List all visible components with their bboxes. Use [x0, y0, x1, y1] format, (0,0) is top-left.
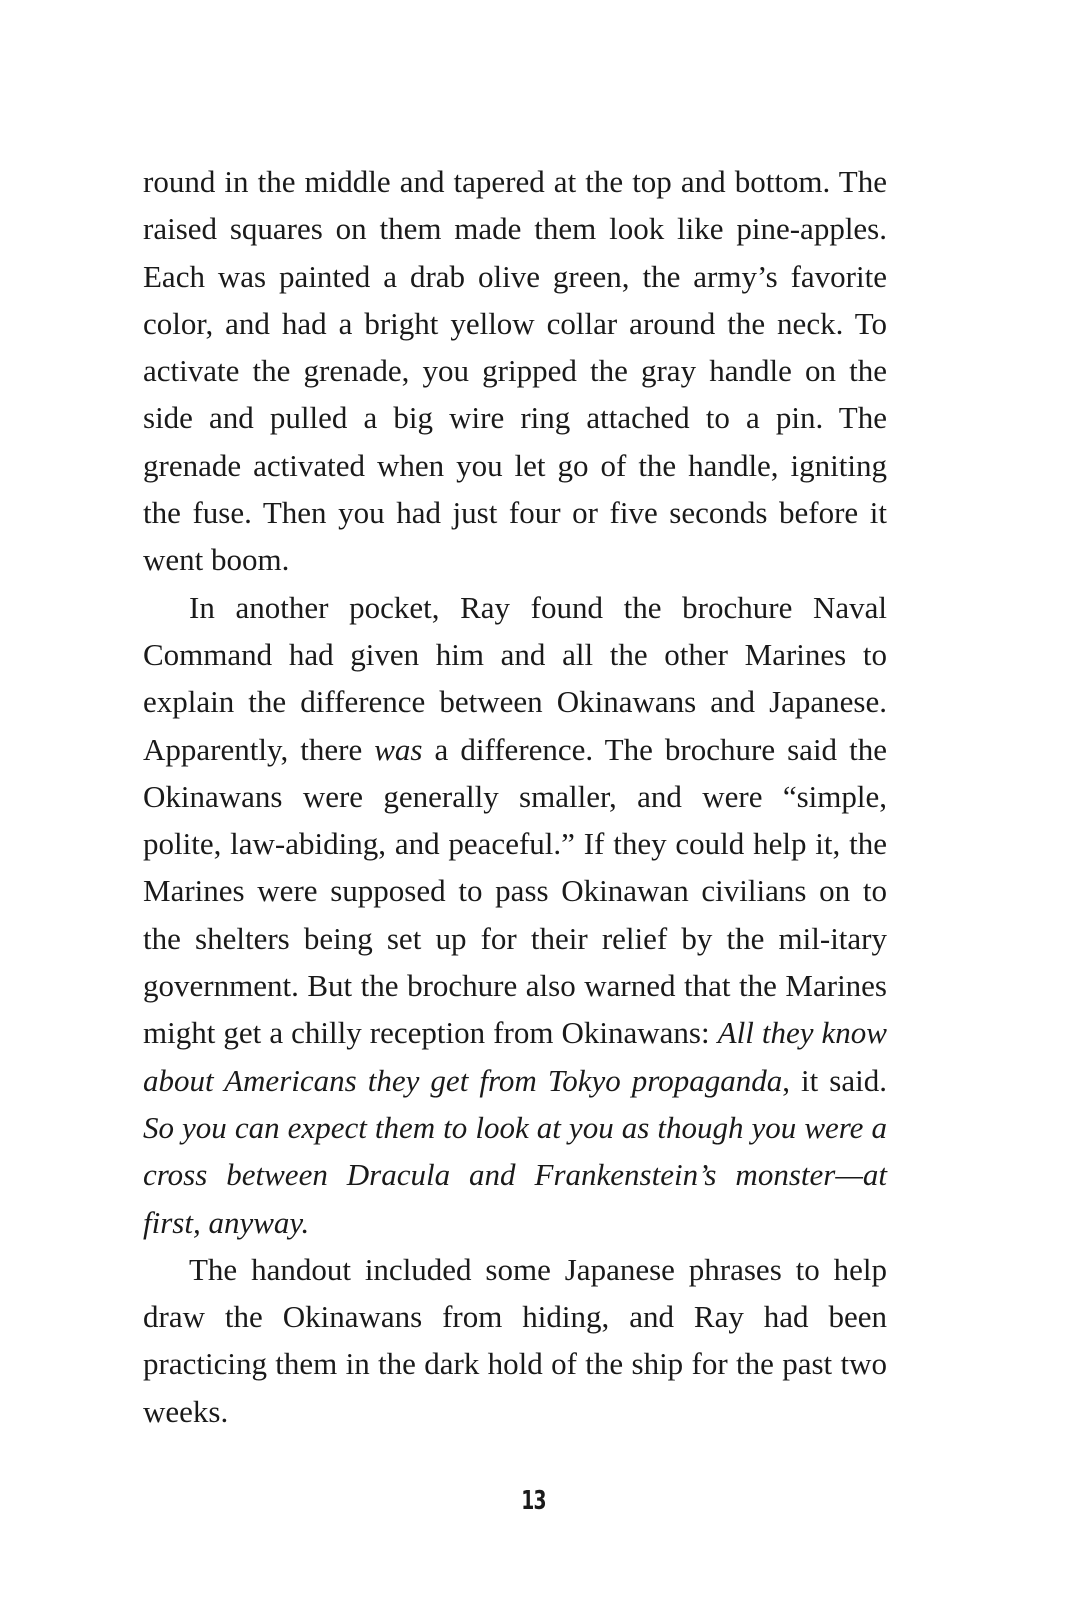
- brochure-quote: So you can expect them to look at you as though you were a cross between Dracula and Frankenstein’s monster—at first, anyway.: [143, 1109, 887, 1240]
- paragraph-2-text: In another pocket, Ray found the brochure Naval Command had given him and all the other Marines to explain the difference between Okinawans and Japanese. Apparently, there: [143, 589, 887, 767]
- paragraph-1-text: round in the middle and tapered at the top and bottom. The raised squares on them made them look like pine-apples. Each was painted a drab olive green, the army’s favorite color, and had a bright yellow collar around the neck. To activate the grenade, you gripped the gray handle on the side and pulled a big wire ring attached to a pin. The grenade activated when you let go of the handle, igniting the fuse. Then you had just four or five seconds before it went boom.: [143, 164, 887, 578]
- emphasis-was: was: [374, 731, 423, 767]
- paragraph-2-text: , it said.: [782, 1062, 887, 1098]
- page-number: 13: [521, 1486, 546, 1516]
- paragraph-2-text: a difference. The brochure said the Okinawans were generally smaller, and were “simple, polite, law-abiding, and peaceful.” If they could help it, the Marines were supposed to pass Okinawan civilians on to the shelters being set up for their relief by the mil-itary government. But the brochure also warned that the Marines might get a chilly reception from Okinawans:: [143, 731, 887, 1051]
- brochure-quote: All they know about Americans they get from Tokyo propaganda: [143, 1015, 887, 1098]
- paragraph-2: [143, 584, 887, 1246]
- paragraph-3: [143, 1246, 887, 1435]
- paragraph-1: [143, 158, 887, 584]
- body-text: [143, 158, 887, 1435]
- paragraph-3-text: The handout included some Japanese phrases to help draw the Okinawans from hiding, and Ray had been practicing them in the dark hold of the ship for the past two weeks.: [143, 1251, 887, 1429]
